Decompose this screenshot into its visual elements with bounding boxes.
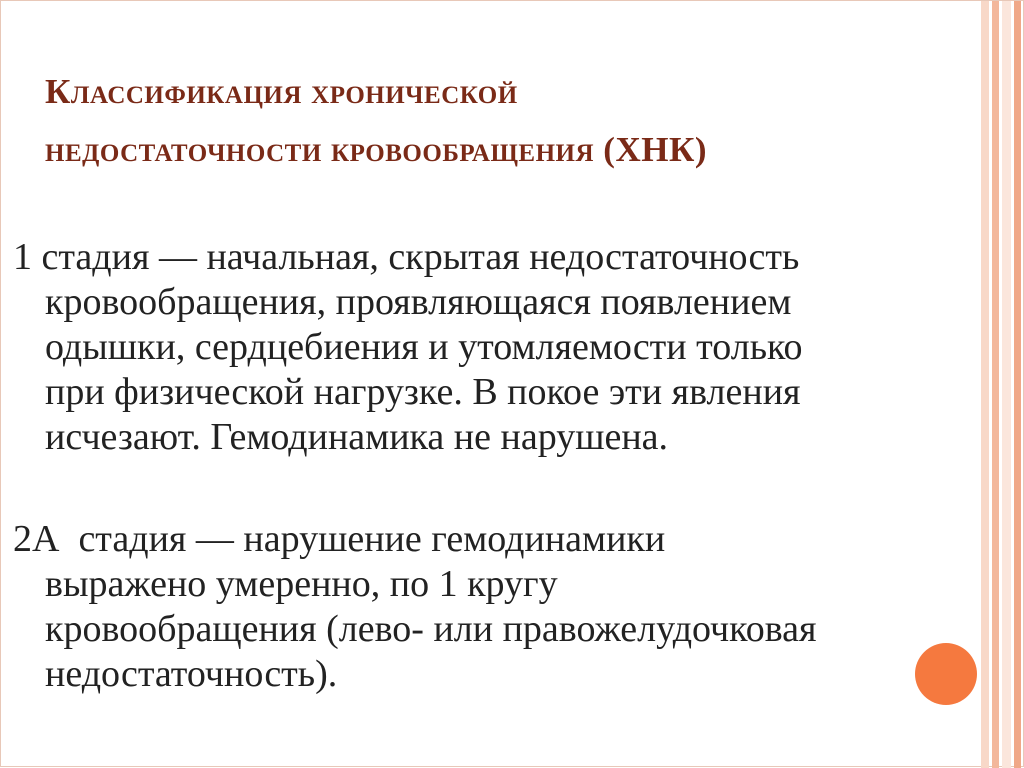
stage-1-line-3: одышки, сердцебиения и утомляемости только	[45, 326, 803, 368]
right-stripe-1	[981, 1, 989, 768]
stage-2a-paragraph	[13, 517, 973, 697]
stage-1-line-4: при физической нагрузке. В покое эти явления	[45, 371, 801, 413]
stage-2a-line-4: недостаточность).	[45, 653, 338, 695]
stage-2a-line-3: кровообращения (лево- или правожелудочковая	[45, 608, 817, 650]
right-stripe-2	[992, 1, 999, 768]
stage-1-paragraph	[13, 235, 973, 460]
stage-1-line-2: кровообращения, проявляющаяся появлением	[45, 281, 792, 323]
decorative-orange-circle	[915, 643, 977, 705]
title-line-1: Классификация хронической	[45, 72, 518, 111]
right-stripe-3	[1002, 1, 1011, 768]
stage-1-line-5: исчезают. Гемодинамика не нарушена.	[45, 416, 669, 458]
stage-2a-line-2: выражено умеренно, по 1 кругу	[45, 563, 558, 605]
right-stripe-4	[1014, 1, 1021, 768]
stage-2a-line-1: 2А стадия — нарушение гемодинамики	[13, 518, 666, 560]
slide-title	[45, 63, 965, 179]
title-line-2: недостаточности кровообращения (ХНК)	[45, 130, 707, 169]
stage-1-line-1: 1 стадия — начальная, скрытая недостаточность	[13, 236, 800, 278]
